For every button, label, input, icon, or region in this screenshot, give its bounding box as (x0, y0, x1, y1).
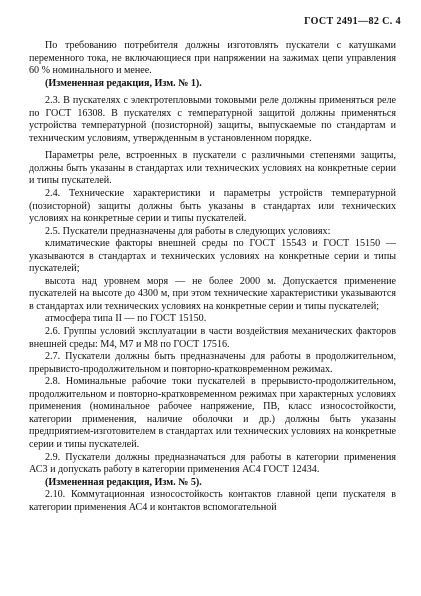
paragraph-altitude: высота над уровнем моря — не более 2000 м. Допускается применение пускателей на высоте до 4300 м, при этом технические характеристики указываются в стандартах или технических условиях на конкретные серии и типы пускателей; (29, 275, 396, 312)
paragraph-2-10: 2.10. Коммутационная износостойкость контактов главной цепи пускателя в категории применения АС4 и контактов вспомогательной (29, 489, 396, 513)
paragraph-2-9: 2.9. Пускатели должны предназначаться для работы в категории применения АС3 и допускать работу в категории применения АС4 ГОСТ 12434. (29, 451, 396, 476)
amendment-note-5: (Измененная редакция, Изм. № 5). (45, 476, 202, 488)
paragraph-2-6: 2.6. Группы условий эксплуатации в части воздействия механических факторов внешней среды: М4, М7 и М8 по ГОСТ 17516. (29, 326, 396, 350)
document-body (29, 40, 396, 514)
paragraph-2-4: 2.4. Технические характеристики и параметры устройств температурной (позисторной) защиты должны быть указаны в стандартах или технических условиях на конкретные серии и типы пускателей. (29, 188, 396, 225)
paragraph-relay-parameters: Параметры реле, встроенных в пускатели с различными степенями защиты, должны быть указаны в стандартах или технических условиях на конкретные серии и типы пускателей. (29, 150, 396, 187)
paragraph-atmosphere: атмосфера типа II — по ГОСТ 15150. (45, 313, 207, 325)
paragraph-2-8: 2.8. Номинальные рабочие токи пускателей в прерывисто-продолжительном, продолжительном и повторно-кратковременном режимах при характерных условиях применения (номинальное рабочее напряжение, ПВ, класс износостойкости, категории применения, наличие оболочки и др.) должны быть указаны предприятием-изготовителем в стандартах или технических условиях на конкретные серии и типы пускателей. (29, 376, 396, 450)
paragraph-2-3: 2.3. В пускателях с электротепловыми токовыми реле должны применяться реле по ГОСТ 16308. В пускателях с температурной защитой должны применяться устройства температурной (позисторной) защиты, выпускаемые по стандартам и техническим условиям, утвержденным в установленном порядке. (29, 95, 396, 144)
running-header: ГОСТ 2491—82 С. 4 (304, 16, 401, 27)
paragraph-2-7: 2.7. Пускатели должны быть предназначены для работы в продолжительном, прерывисто-продолжительном и повторно-кратковременном режимах. (29, 351, 396, 375)
amendment-note-1: (Измененная редакция, Изм. № 1). (45, 77, 202, 89)
paragraph-climatic-factors: климатические факторы внешней среды по ГОСТ 15543 и ГОСТ 15150 — указываются в стандартах и технических условиях на конкретные серии и типы пускателей; (29, 238, 396, 275)
paragraph-2-5: 2.5. Пускатели предназначены для работы в следующих условиях: (45, 225, 331, 237)
paragraph-coil-requirement: По требованию потребителя должны изготовлять пускатели с катушками переменного тока, не включающиеся при напряжении на зажимах цепи управления 60 % номинального и менее. (29, 40, 396, 77)
